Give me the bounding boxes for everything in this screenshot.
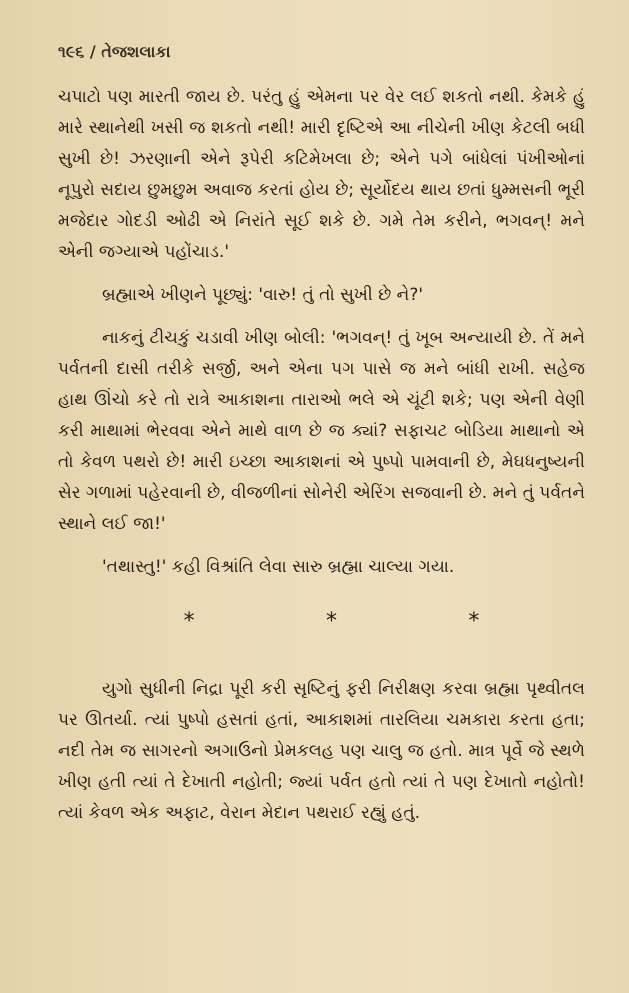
running-header	[58, 42, 585, 62]
paragraph-1: ચપાટો પણ મારતી જાય છે. પરંતુ હું એમના પર વેર લઈ શકતો નથી. કેમકે હું મારે સ્થાનેથી ખસી જ શકતો નથી! મારી દૃષ્ટિએ આ નીચેની ખીણ કેટલી બધી સુખી છે! ઝરણાની એને રૂપેરી કટિમેખલા છે; એને પગે બાંધેલાં પંખીઓનાં નૂપુરો સદાય છુમછુમ અવાજ કરતાં હોય છે; સૂર્યોદય થાય છતાં ધુમ્મસની ભૂરી મજેદાર ગોદડી ઓઢી એ નિરાંતે સૂઈ શકે છે. ગમે તેમ કરીને, ભગવન્! મને એની જગ્યાએ પહોંચાડ.'	[58, 87, 585, 262]
separator-star: *	[468, 609, 480, 634]
page-number: ૧૯૬	[58, 42, 85, 61]
section-separator	[118, 609, 545, 634]
separator-star: *	[325, 609, 337, 634]
paragraph-3: નાકનું ટીચકું ચડાવી ખીણ બોલી: 'ભગવન્! તું ખૂબ અન્યાયી છે. તેં મને પર્વતની દાસી તરીકે સર્જી, અને એના પગ પાસે જ મને બાંધી રાખી. સહેજ હાથ ઊંચો કરે તો રાત્રે આકાશના તારાઓ ભલે એ ચૂંટી શકે; પણ એની વેણી કરી માથામાં ભેરવવા એને માથે વાળ છે જ ક્યાં? સફાચટ બોડિયા માથાનો એ તો કેવળ પથરો છે! મારી ઇચ્છા આકાશનાં એ પુષ્પો પામવાની છે, મેઘધનુષ્યની સેર ગળામાં પહેરવાની છે, વીજળીનાં સોનેરી એરિંગ સજવાની છે. મને તું પર્વતને સ્થાને લઈ જા!'	[58, 328, 585, 534]
header-separator: /	[89, 42, 96, 61]
separator-star: *	[183, 609, 195, 634]
paragraph-4: 'તથાસ્તુ!' કહી વિશ્રાંતિ લેવા સારુ બ્રહ્મા ચાલ્યા ગયા.	[102, 557, 455, 577]
closing-paragraph: યુગો સુધીની નિદ્રા પૂરી કરી સૃષ્ટિનું ફરી નિરીક્ષણ કરવા બ્રહ્મા પૃથ્વીતલ પર ઊતર્યા. ત્યાં પુષ્પો હસતાં હતાં, આકાશમાં તારલિયા ચમકારા કરતા હતા; નદી તેમ જ સાગરનો અગાઉનો પ્રેમકલહ પણ ચાલુ જ હતો. માત્ર પૂર્વે જે સ્થળે ખીણ હતી ત્યાં તે દેખાતી નહોતી; જ્યાં પર્વત હતો ત્યાં તે પણ દેખાતો નહોતો! ત્યાં કેવળ એક અફાટ, વેરાન મેદાન પથરાઈ રહ્યું હતું.	[58, 679, 585, 823]
book-title: તેજશલાકા	[101, 42, 171, 61]
paragraph-2: બ્રહ્માએ ખીણને પૂછ્યું: 'વારુ! તું તો સુખી છે ને?'	[102, 285, 424, 305]
